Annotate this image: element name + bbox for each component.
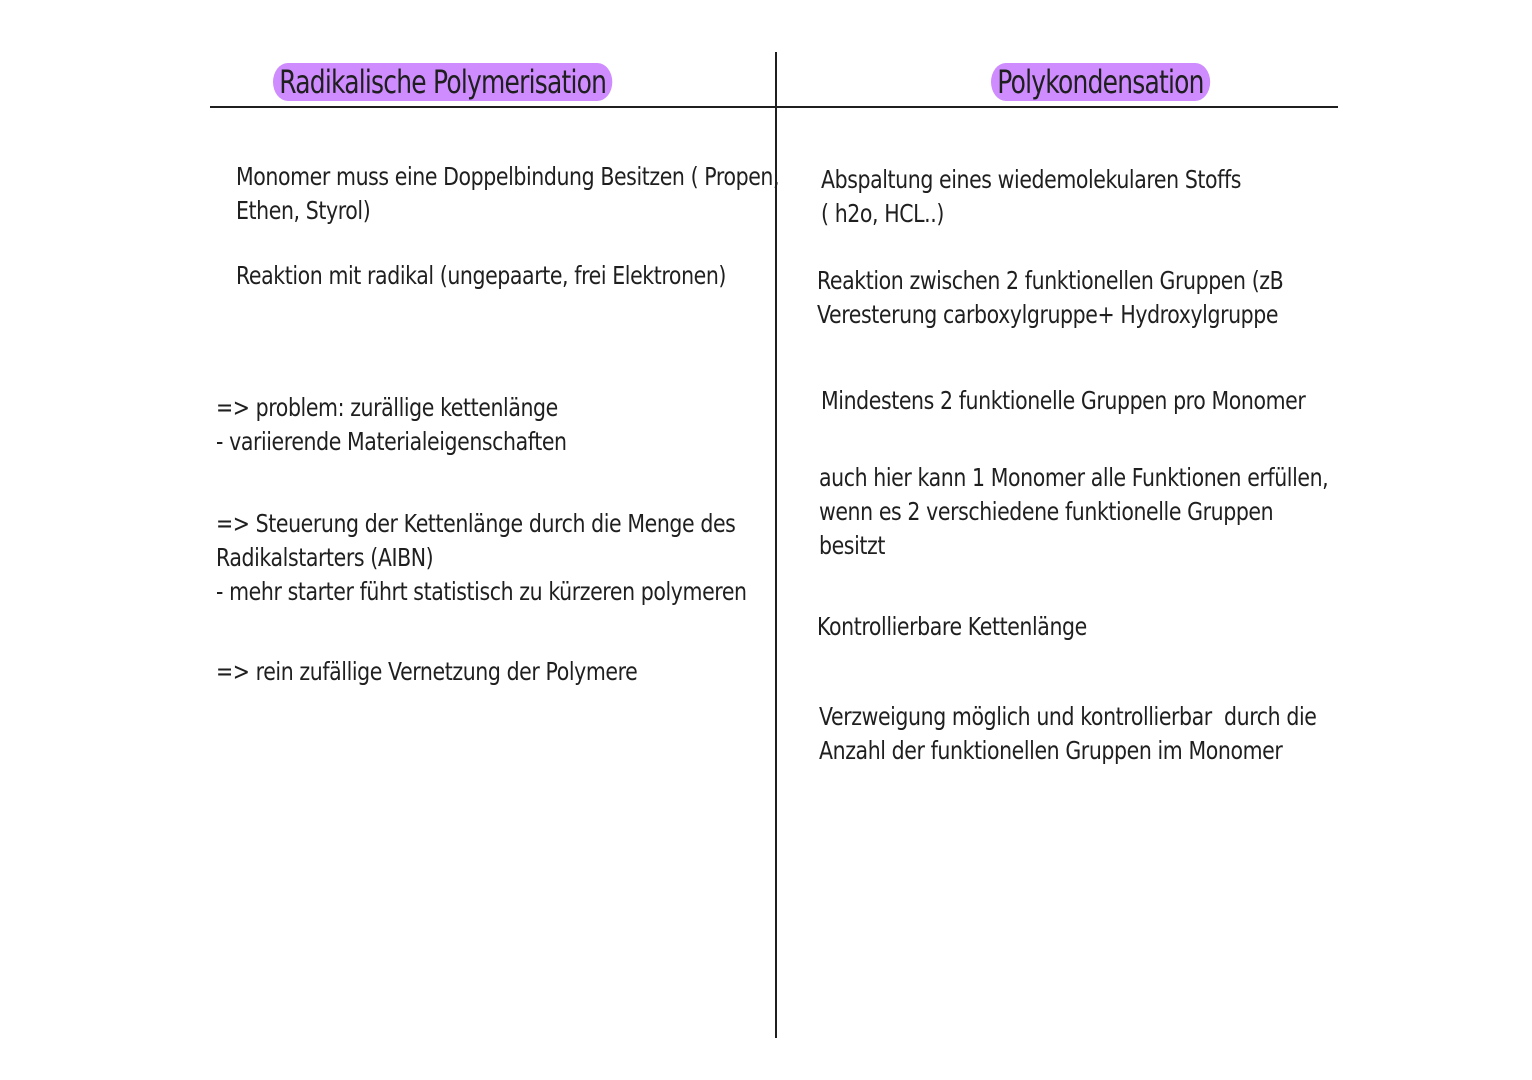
right-note-5: Kontrollierbare Kettenlänge: [817, 612, 1087, 641]
right-header-underline: [777, 106, 1338, 108]
right-note-6: Verzweigung möglich und kontrollierbar durch die Anzahl der funktionellen Gruppen im Monomer: [819, 702, 1317, 765]
right-note-2: Reaktion zwischen 2 funktionellen Gruppen (zB Veresterung carboxylgruppe+ Hydroxylgruppe: [817, 266, 1284, 329]
left-note-2: Reaktion mit radikal (ungepaarte, frei Elektronen): [236, 261, 727, 290]
right-column-title: Polykondensation: [991, 63, 1210, 101]
left-column-title: Radikalische Polymerisation: [273, 63, 612, 101]
right-note-4: auch hier kann 1 Monomer alle Funktionen erfüllen, wenn es 2 verschiedene funktionelle Gruppen besitzt: [819, 463, 1329, 560]
left-note-5: => rein zufällige Vernetzung der Polymere: [216, 657, 638, 686]
left-note-4: => Steuerung der Kettenlänge durch die Menge des Radikalstarters (AIBN) - mehr starter führt statistisch zu kürzeren polymeren: [216, 509, 747, 606]
left-header-underline: [210, 106, 776, 108]
left-note-3: => problem: zurällige kettenlänge - variierende Materialeigenschaften: [216, 393, 567, 456]
left-note-1: Monomer muss eine Doppelbindung Besitzen ( Propen, Ethen, Styrol): [236, 162, 780, 225]
right-note-3: Mindestens 2 funktionelle Gruppen pro Monomer: [821, 386, 1306, 415]
right-note-1: Abspaltung eines wiedemolekularen Stoffs ( h2o, HCL..): [821, 165, 1242, 228]
